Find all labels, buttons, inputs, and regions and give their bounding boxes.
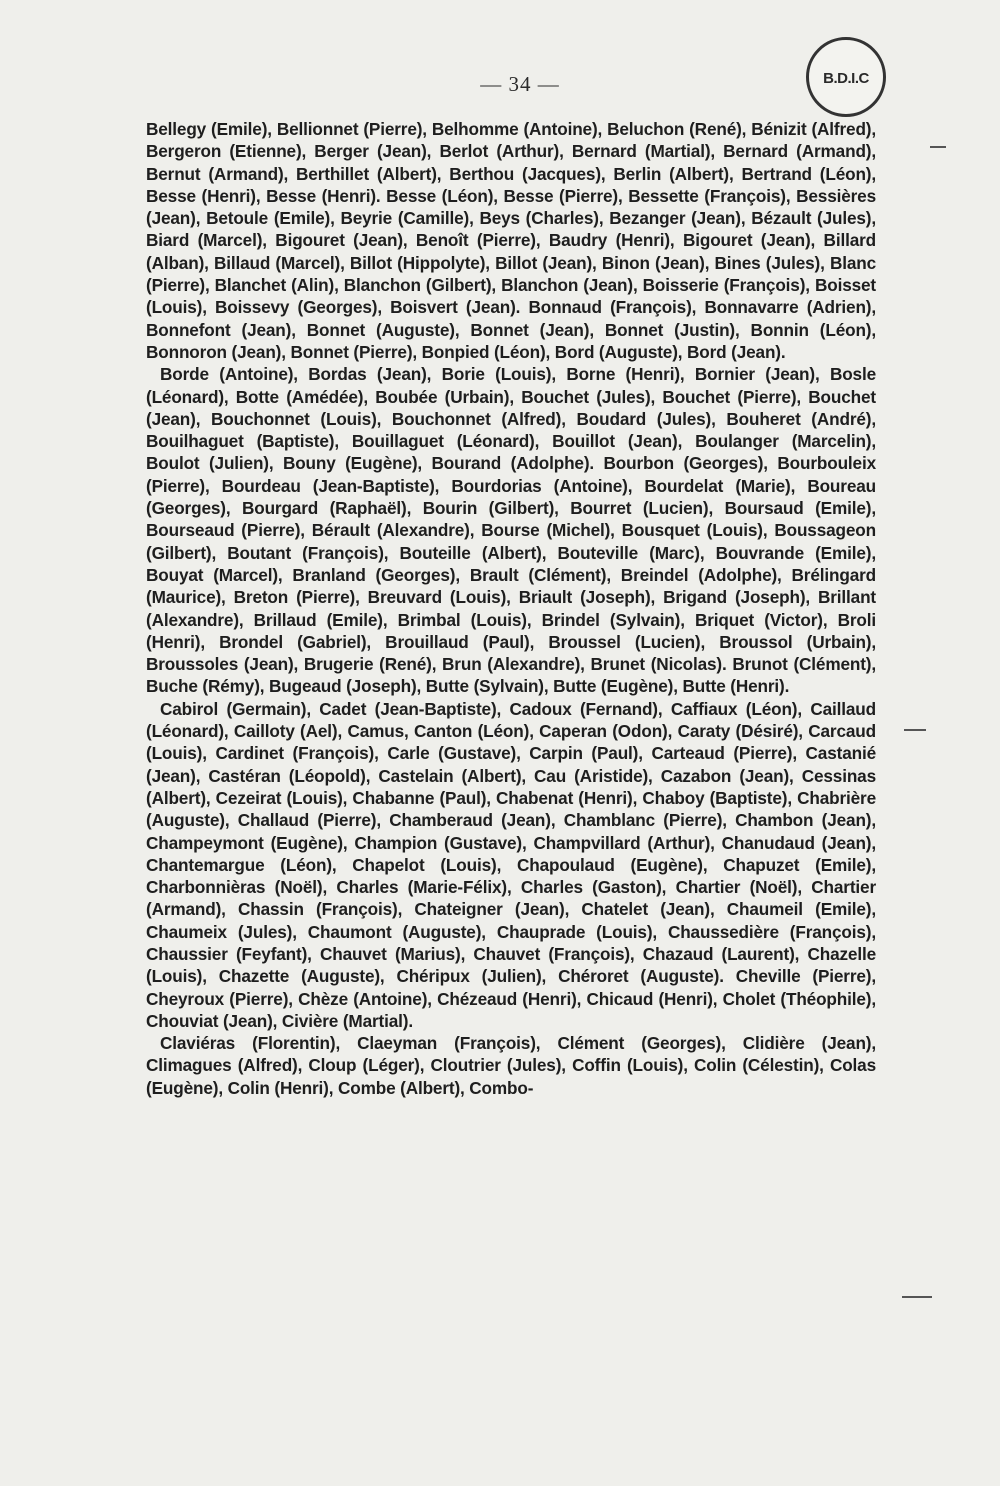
library-stamp	[806, 37, 886, 117]
paragraph-b-names-1: Bellegy (Emile), Bellionnet (Pierre), Belhomme (Antoine), Beluchon (René), Bénizit (Alfred), Bergeron (Etienne), Berger (Jean), Berlot (Arthur), Bernard (Martial), Bernard (Armand), Bernut (Armand), Berthillet (Albert), Berthou (Jacques), Berlin (Albert), Bertrand (Léon), Besse (Henri), Besse (Henri). Besse (Léon), Besse (Pierre), Bessette (François), Bessières (Jean), Betoule (Emile), Beyrie (Camille), Beys (Charles), Bezanger (Jean), Bézault (Jules), Biard (Marcel), Bigouret (Jean), Benoît (Pierre), Baudry (Henri), Bigouret (Jean), Billard (Alban), Billaud (Marcel), Billot (Hippolyte), Billot (Jean), Binon (Jean), Bines (Jules), Blanc (Pierre), Blanchet (Alin), Blanchon (Gilbert), Blanchon (Jean), Boisserie (François), Boisset (Louis), Boissevy (Georges), Boisvert (Jean). Bonnaud (François), Bonnavarre (Adrien), Bonnefont (Jean), Bonnet (Auguste), Bonnet (Jean), Bonnet (Justin), Bonnin (Léon), Bonnoron (Jean), Bonnet (Pierre), Bonpied (Léon), Bord (Auguste), Bord (Jean).	[146, 119, 876, 362]
margin-mark	[930, 146, 946, 148]
page-number: — 34 —	[480, 72, 560, 96]
stamp-text: B.D.I.C	[823, 70, 869, 87]
paragraph-c-names-1: Cabirol (Germain), Cadet (Jean-Baptiste), Cadoux (Fernand), Caffiaux (Léon), Caillaud (Léonard), Cailloty (Ael), Camus, Canton (Léon), Caperan (Odon), Caraty (Désiré), Carcaud (Louis), Cardinet (François), Carle (Gustave), Carpin (Paul), Carteaud (Pierre), Castanié (Jean), Castéran (Léopold), Castelain (Albert), Cau (Aristide), Cazabon (Jean), Cessinas (Albert), Cezeirat (Louis), Chabanne (Paul), Chabenat (Henri), Chaboy (Baptiste), Chabrière (Auguste), Challaud (Pierre), Chamberaud (Jean), Chamblanc (Pierre), Chambon (Jean), Champeymont (Eugène), Champion (Gustave), Champvillard (Arthur), Chanudaud (Jean), Chantemargue (Léon), Chapelot (Louis), Chapoulaud (Eugène), Chapuzet (Emile), Charbonnièras (Noël), Charles (Marie-Félix), Charles (Gaston), Chartier (Noël), Chartier (Armand), Chassin (François), Chateigner (Jean), Chatelet (Jean), Chaumeil (Emile), Chaumeix (Jules), Chaumont (Auguste), Chauprade (Louis), Chaussedière (François), Chaussier (Feyfant), Chauvet (Marius), Chauvet (François), Chazaud (Laurent), Chazelle (Louis), Chazette (Auguste), Chéripux (Julien), Chéroret (Auguste). Cheville (Pierre), Cheyroux (Pierre), Chèze (Antoine), Chézeaud (Henri), Chicaud (Henri), Cholet (Théophile), Chouviat (Jean), Civière (Martial).	[146, 698, 876, 1031]
margin-mark	[902, 1296, 932, 1298]
paragraph-b-names-2: Borde (Antoine), Bordas (Jean), Borie (Louis), Borne (Henri), Bornier (Jean), Bosle (Léonard), Botte (Amédée), Boubée (Urbain), Bouchet (Jules), Bouchet (Pierre), Bouchet (Jean), Bouchonnet (Louis), Bouchonnet (Alfred), Boudard (Jules), Bouheret (André), Bouilhaguet (Baptiste), Bouillaguet (Léonard), Bouillot (Jean), Boulanger (Marcelin), Boulot (Julien), Bouny (Eugène), Bourand (Adolphe). Bourbon (Georges), Bourbouleix (Pierre), Bourdeau (Jean-Baptiste), Bourdorias (Antoine), Bourdelat (Marie), Boureau (Georges), Bourgard (Raphaël), Bourin (Gilbert), Bourret (Lucien), Boursaud (Emile), Bourseaud (Pierre), Bérault (Alexandre), Bourse (Michel), Bousquet (Louis), Boussageon (Gilbert), Boutant (François), Bouteille (Albert), Bouteville (Marc), Bouvrande (Emile), Bouyat (Marcel), Branland (Georges), Brault (Clément), Breindel (Adolphe), Brélingard (Maurice), Breton (Pierre), Breuvard (Louis), Briault (Joseph), Brigand (Joseph), Brillant (Alexandre), Brillaud (Emile), Brimbal (Louis), Brindel (Sylvain), Briquet (Victor), Broli (Henri), Brondel (Gabriel), Brouillaud (Paul), Broussel (Lucien), Broussol (Urbain), Broussoles (Jean), Brugerie (René), Brun (Alexandre), Brunet (Nicolas). Brunot (Clément), Buche (Rémy), Bugeaud (Joseph), Butte (Sylvain), Butte (Eugène), Butte (Henri).	[146, 364, 876, 697]
margin-mark	[904, 729, 926, 731]
paragraph-c-names-2: Claviéras (Florentin), Claeyman (François), Clément (Georges), Clidière (Jean), Climagues (Alfred), Cloup (Léger), Cloutrier (Jules), Coffin (Louis), Colin (Célestin), Colas (Eugène), Colin (Henri), Combe (Albert), Combo-	[146, 1033, 876, 1098]
name-list	[146, 118, 876, 1099]
